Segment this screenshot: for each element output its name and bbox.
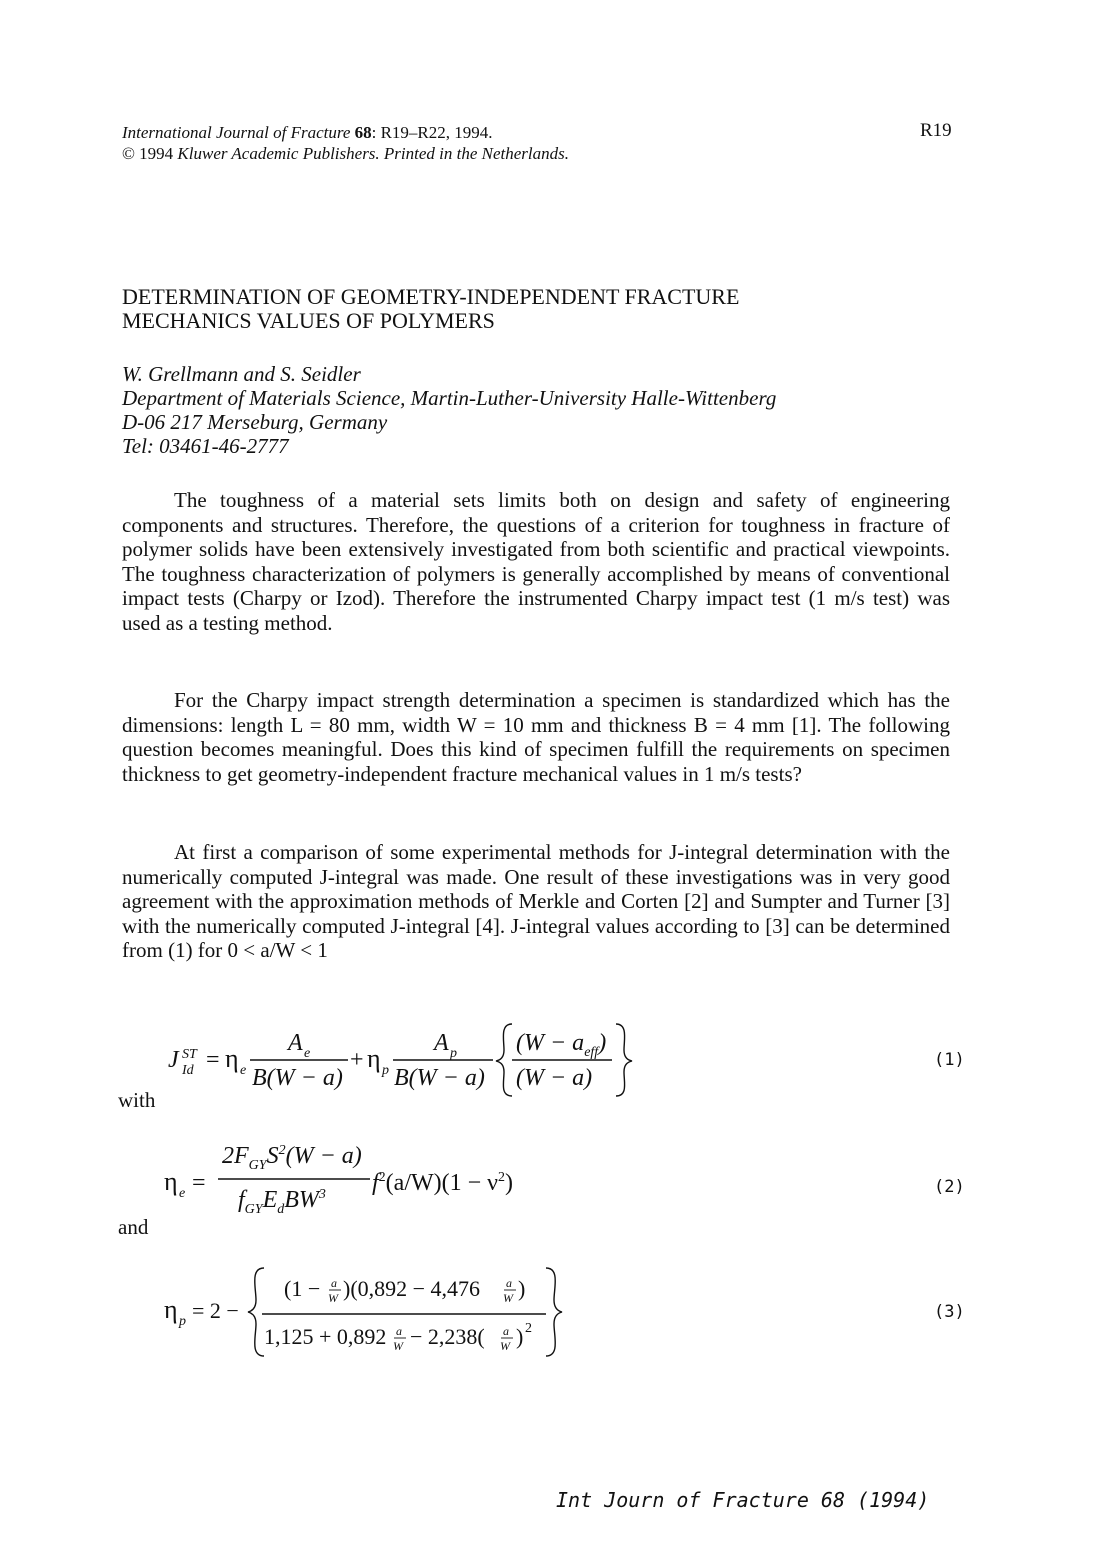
eq3-lhs: = 2 −: [192, 1298, 239, 1323]
eq1-brace-num: $(W - a_{eff})$: [516, 1030, 607, 1060]
paragraph-3: [122, 840, 950, 963]
eq1-den-1: B(W − a): [252, 1065, 343, 1091]
eq1-eta-p-sub: p: [382, 1063, 389, 1078]
journal-pages-year: : R19–R22, 1994.: [371, 123, 493, 142]
paragraph-2: [122, 688, 950, 786]
paragraph-3-text: At first a comparison of some experimental methods for J-integral determination with the numerically computed J-integral was made. One result of these investigations was in very good agreement with the approximation methods of Merkle and Corten [2] and Sumpter and Turner [3] with the numerically computed J-integral [4]. J-integral values according to [3] can be determined from (1) for 0 < a/W < 1: [122, 840, 950, 962]
equation-2: [160, 1135, 580, 1215]
eq3-num-1: (1 −: [284, 1276, 321, 1301]
publisher: Kluwer Academic Publishers. Printed in the Netherlands.: [177, 144, 570, 163]
eq3-den-3: ): [516, 1324, 524, 1349]
eq3-eta: η: [164, 1295, 178, 1324]
eq3-num-3: ): [518, 1276, 526, 1301]
eq3-number: (3): [934, 1302, 965, 1322]
eq1-eta-e-sub: e: [240, 1063, 247, 1078]
eq1-plus: +: [350, 1047, 364, 1073]
eq1-J-sup: ST: [182, 1047, 197, 1062]
paragraph-1: [122, 488, 950, 635]
paragraph-1-text: The toughness of a material sets limits both on design and safety of engineering components and structures. Therefore, the questions of a criterion for toughness in fracture of polymer solids have been extensively investigated from both scientific and practical viewpoints. The toughness characterization of polymers is generally accomplished by means of conventional impact tests (Charpy or Izod). Therefore the instrumented Charpy impact test (1 m/s test) was used as a testing method.: [122, 488, 950, 635]
eq3-num-a2: a: [506, 1276, 512, 1290]
eq3-num-W2: W: [503, 1291, 513, 1305]
eq1-right-brace: [616, 1024, 632, 1096]
eq2-numerator: $2F_{GY}S^2(W - a)$: [222, 1143, 362, 1173]
eq3-num-W1: W: [328, 1291, 338, 1305]
equation-1: [160, 1010, 640, 1100]
author-names: W. Grellmann and S. Seidler: [122, 362, 361, 386]
eq2-equals: =: [192, 1170, 206, 1196]
page-number: R19: [920, 120, 952, 141]
title-line-1: DETERMINATION OF GEOMETRY-INDEPENDENT FRACTURE: [122, 284, 740, 309]
journal-header: [122, 122, 569, 164]
eq3-num-a1: a: [331, 1276, 337, 1290]
eq1-equals: =: [206, 1047, 220, 1073]
copyright-year: 1994: [139, 144, 174, 163]
paper-title: [122, 285, 922, 333]
journal-name: International Journal of Fracture: [122, 123, 351, 142]
equation-3: [160, 1262, 580, 1362]
eq2-denominator: $f_{GY}E_dBW^3$: [238, 1187, 326, 1215]
eq2-eta-sub: e: [179, 1186, 186, 1201]
eq1-J: J: [168, 1047, 179, 1073]
eq1-Ap-sub: p: [450, 1046, 457, 1061]
with-label: with: [118, 1088, 156, 1112]
eq1-number: (1): [934, 1050, 965, 1070]
eq2-tail: $f^2(a/W)(1 - \nu^2)$: [372, 1170, 514, 1196]
eq3-den-a2: a: [503, 1324, 509, 1338]
eq2-number: (2): [934, 1177, 965, 1197]
and-label: and: [118, 1215, 149, 1239]
eq3-num-2: )(0,892 − 4,476: [343, 1276, 481, 1301]
eq1-left-brace: [496, 1024, 512, 1096]
eq3-den-W1: W: [393, 1339, 403, 1353]
eq3-den-1: 1,125 + 0,892: [264, 1324, 387, 1349]
author-block: [122, 362, 942, 458]
eq1-Ae-sub: e: [304, 1046, 311, 1061]
author-tel: Tel: 03461-46-2777: [122, 434, 289, 458]
eq3-den-a1: a: [396, 1324, 402, 1338]
title-line-2: MECHANICS VALUES OF POLYMERS: [122, 308, 495, 333]
eq3-den-W2: W: [500, 1339, 510, 1353]
page-footer: Int Journ of Fracture 68 (1994): [556, 1488, 930, 1512]
copyright-symbol: ©: [122, 144, 135, 163]
eq1-Ae: A: [288, 1030, 303, 1056]
eq1-brace-den: (W − a): [516, 1065, 593, 1091]
eq1-J-sub: Id: [182, 1063, 194, 1078]
author-department: Department of Materials Science, Martin-Luther-University Halle-Wittenberg: [122, 386, 777, 410]
copyright-line: [122, 143, 569, 164]
journal-volume: 68: [354, 123, 372, 142]
author-address: D-06 217 Merseburg, Germany: [122, 410, 388, 434]
eq1-den-2: B(W − a): [394, 1065, 485, 1091]
paragraph-2-text: For the Charpy impact strength determination a specimen is standardized which has the dimensions: length L = 80 mm, width W = 10 mm and thickness B = 4 mm [1]. The following question becomes meaningful. Does this kind of specimen fulfill the requirements on specimen thickness to get geometry-independent fracture mechanical values in 1 m/s tests?: [122, 688, 950, 786]
eq1-eta-e: η: [225, 1044, 239, 1073]
eq3-den-square: 2: [525, 1321, 532, 1336]
eq3-right-brace: [546, 1268, 562, 1356]
eq2-eta: η: [164, 1167, 178, 1196]
eq3-den-2: − 2,238(: [410, 1324, 485, 1349]
eq1-Ap: A: [434, 1030, 449, 1056]
eq1-eta-p: η: [367, 1044, 381, 1073]
eq3-eta-sub: p: [179, 1314, 186, 1329]
eq3-left-brace: [248, 1268, 264, 1356]
journal-citation: [122, 122, 569, 143]
